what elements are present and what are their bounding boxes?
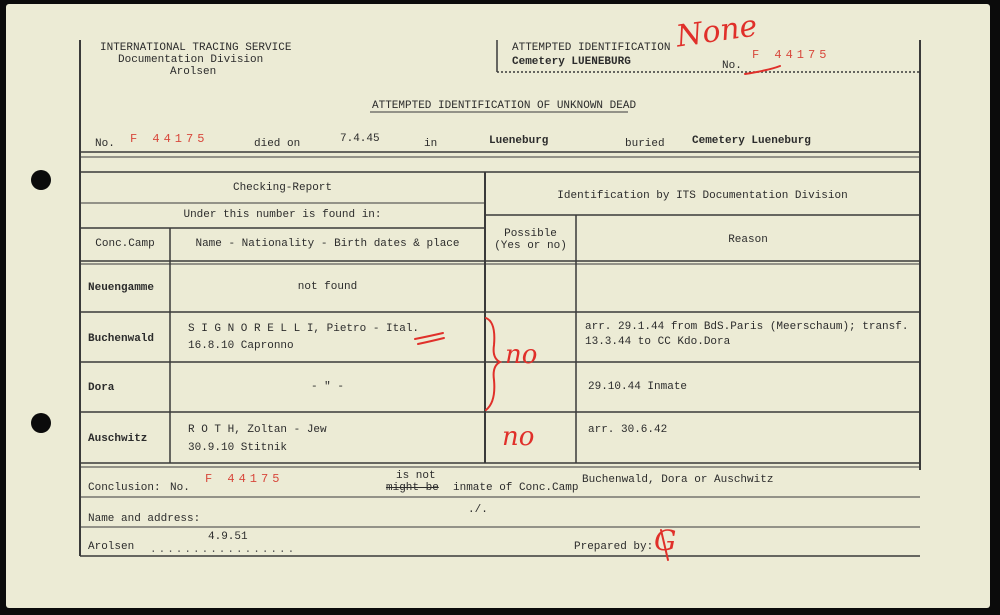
org-line-1: INTERNATIONAL TRACING SERVICE xyxy=(100,42,292,54)
conclusion-might-be: might be xyxy=(386,482,439,494)
footer-date: 4.9.51 xyxy=(208,531,248,543)
row-reason-line1: arr. 29.1.44 from BdS.Paris (Meerschaum); transf. xyxy=(585,321,909,333)
footer-dots: ................. xyxy=(150,544,297,556)
identification-title: Identification by ITS Documentation Division xyxy=(557,190,848,202)
died-value: 7.4.45 xyxy=(340,133,380,145)
row-name-line1: not found xyxy=(297,281,358,293)
row-camp: Dora xyxy=(88,382,115,394)
conclusion-inmate-text: inmate of Conc.Camp xyxy=(453,482,579,494)
row-name-line1: - " - xyxy=(310,381,344,393)
row-name-line2: 30.9.10 Stitnik xyxy=(188,442,288,454)
signature: G xyxy=(654,524,677,557)
row-possible: no xyxy=(502,422,535,452)
row-possible: no xyxy=(505,340,538,370)
col-possible-header-1: Possible xyxy=(504,228,557,240)
in-label: in xyxy=(424,138,438,150)
address-value: ./. xyxy=(468,504,488,516)
row-reason-line1: arr. 30.6.42 xyxy=(588,424,668,436)
col-possible-header-2: (Yes or no) xyxy=(494,240,567,252)
col-reason-header: Reason xyxy=(728,234,768,246)
record-no-value: F 44175 xyxy=(130,132,209,146)
header-no-label: No. xyxy=(722,60,742,72)
buried-label: buried xyxy=(625,138,665,150)
box-subtitle: Cemetery LUENEBURG xyxy=(512,56,631,68)
handwritten-none: None xyxy=(673,8,760,55)
prepared-label: Prepared by: xyxy=(574,541,654,553)
col-camp-header: Conc.Camp xyxy=(95,238,155,250)
conclusion-is-not: is not xyxy=(396,470,436,482)
box-title: ATTEMPTED IDENTIFICATION xyxy=(512,42,671,54)
conclusion-no-value: F 44175 xyxy=(205,472,284,486)
row-camp: Buchenwald xyxy=(88,333,155,345)
row-camp: Auschwitz xyxy=(88,433,148,445)
header-no-value: F 44175 xyxy=(752,48,831,62)
conclusion-no-label: No. xyxy=(170,482,190,494)
org-line-2: Documentation Division xyxy=(118,54,264,66)
form-title: ATTEMPTED IDENTIFICATION OF UNKNOWN DEAD xyxy=(372,100,637,112)
checking-title: Checking-Report xyxy=(232,182,333,194)
checking-subtitle: Under this number is found in: xyxy=(183,209,382,221)
record-no-label: No. xyxy=(95,138,115,150)
row-name-line2: 16.8.10 Capronno xyxy=(188,340,294,352)
org-line-3: Arolsen xyxy=(170,66,217,78)
row-name-line1: S I G N O R E L L I, Pietro - Ital. xyxy=(188,323,420,335)
footer-place: Arolsen xyxy=(88,541,135,553)
address-label: Name and address: xyxy=(88,513,201,525)
row-reason-line1: 29.10.44 Inmate xyxy=(588,381,688,393)
buried-value: Cemetery Lueneburg xyxy=(692,135,811,147)
in-value: Lueneburg xyxy=(489,135,549,147)
row-name-line1: R O T H, Zoltan - Jew xyxy=(188,424,327,436)
conclusion-camps: Buchenwald, Dora or Auschwitz xyxy=(582,474,774,486)
row-reason-line2: 13.3.44 to CC Kdo.Dora xyxy=(585,336,731,348)
col-name-header: Name - Nationality - Birth dates & place xyxy=(195,238,460,250)
conclusion-label: Conclusion: xyxy=(88,482,161,494)
row-camp: Neuengamme xyxy=(88,282,155,294)
died-label: died on xyxy=(254,138,301,150)
